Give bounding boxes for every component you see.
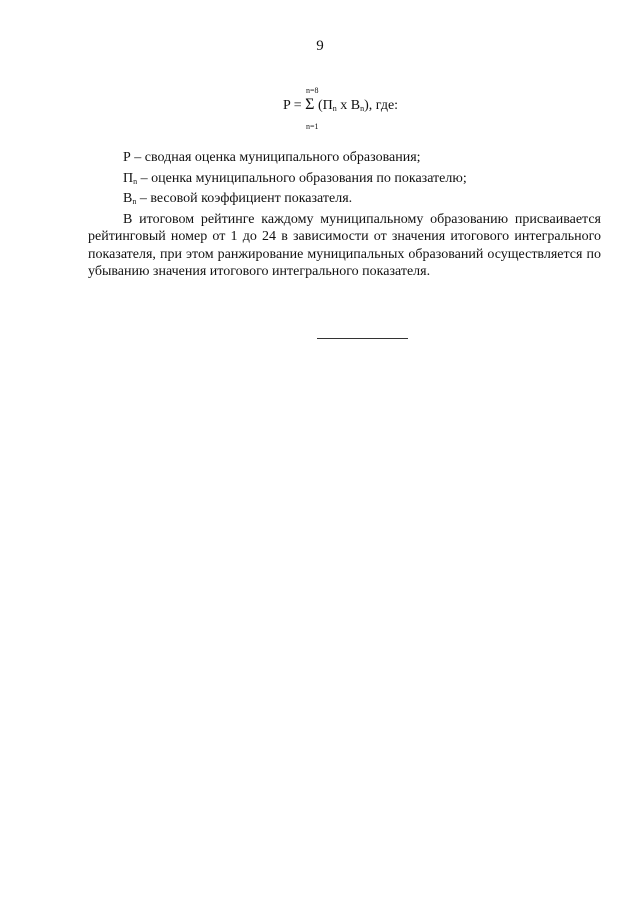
definition-line xyxy=(88,170,601,191)
page-number: 9 xyxy=(316,38,324,54)
formula-close: ), где: xyxy=(364,98,399,113)
closing-rule xyxy=(317,338,408,339)
sigma-symbol: Σ xyxy=(305,96,315,113)
definition-line xyxy=(88,190,601,211)
formula-lhs: P = xyxy=(283,98,306,113)
definition-symbol: П xyxy=(123,170,134,186)
sum-upper-limit: n=8 xyxy=(306,86,319,95)
formula-open: (П xyxy=(314,98,333,113)
ranking-paragraph: В итоговом рейтинге каждому муниципальному образованию присваивается рейтинговый номер от 1 до 24 в зависимости от значения итогового интегрального показателя, при этом ранжирование муниципальных образований осуществляется по убыванию значения итогового интегрального показателя. xyxy=(88,211,601,279)
definition-symbol: P xyxy=(123,150,131,165)
definition-text: – сводная оценка муниципального образования; xyxy=(130,150,421,165)
formula-main-line xyxy=(283,96,398,114)
definition-subscript: n xyxy=(133,176,138,186)
summary-formula xyxy=(283,86,463,136)
definition-subscript: n xyxy=(132,197,137,206)
body-text xyxy=(88,149,601,281)
sum-lower-limit: n=1 xyxy=(306,122,319,131)
formula-times: x В xyxy=(336,98,361,113)
definition-text: – оценка муниципального образования по показателю; xyxy=(137,170,467,186)
definition-symbol: В xyxy=(123,191,133,206)
definition-text: – весовой коэффициент показателя. xyxy=(136,191,353,206)
formula-subscript-1: n xyxy=(332,104,337,113)
definition-line xyxy=(88,149,601,170)
formula-subscript-2: n xyxy=(360,104,365,113)
